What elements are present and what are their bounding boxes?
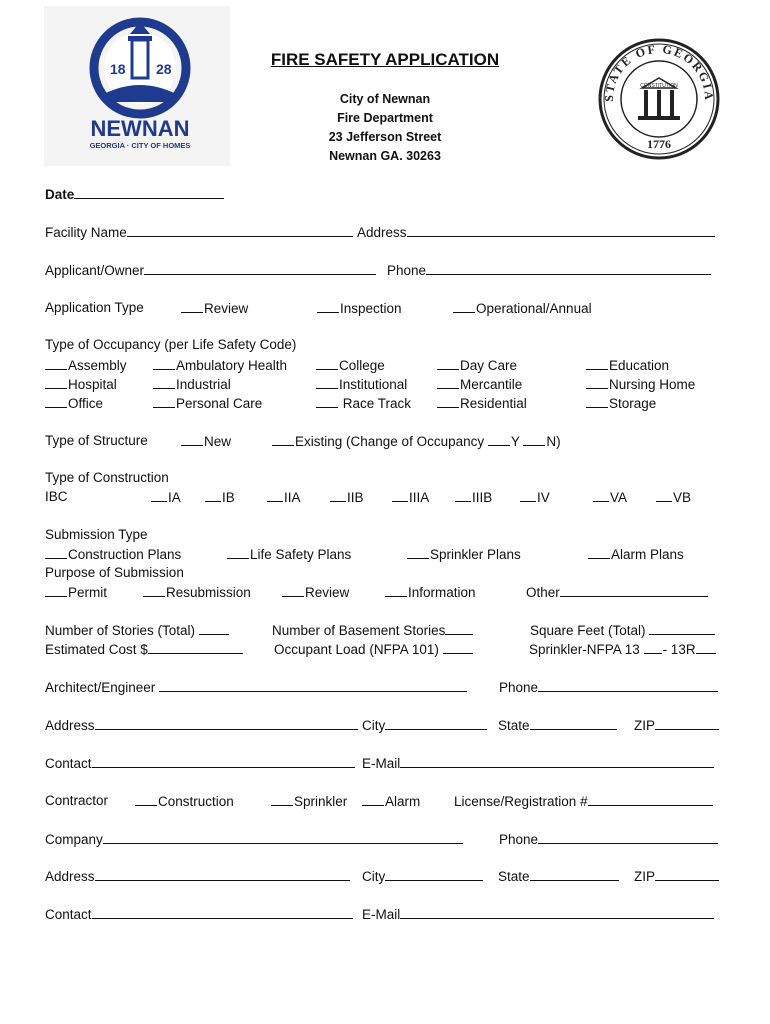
architect-zip-field[interactable] bbox=[655, 717, 719, 730]
company-phone-field[interactable] bbox=[538, 831, 718, 844]
constr-iia[interactable]: IIA bbox=[267, 489, 301, 505]
company-city-label: City bbox=[362, 869, 386, 884]
company-state-row bbox=[498, 868, 619, 884]
facility-address-row bbox=[357, 224, 715, 240]
sprinkler-label: Sprinkler-NFPA 13 bbox=[529, 642, 640, 657]
occ-office[interactable]: Office bbox=[45, 395, 103, 411]
company-zip-field[interactable] bbox=[655, 868, 719, 881]
sub-alarm-plans[interactable]: Alarm Plans bbox=[588, 546, 684, 562]
occupant-load-field[interactable] bbox=[443, 641, 473, 654]
stories-label: Number of Stories (Total) bbox=[45, 623, 196, 638]
architect-email-row bbox=[362, 755, 714, 771]
constr-ia[interactable]: IA bbox=[151, 489, 181, 505]
sprinkler-13r-label: - 13R bbox=[662, 642, 696, 657]
contractor-construction[interactable]: Construction bbox=[135, 793, 234, 809]
contractor-sprinkler[interactable]: Sprinkler bbox=[271, 793, 347, 809]
occupant-load-label: Occupant Load (NFPA 101) bbox=[274, 642, 439, 657]
architect-address-label: Address bbox=[45, 718, 95, 733]
architect-contact-field[interactable] bbox=[92, 755, 355, 768]
application-type-label: Application Type bbox=[45, 300, 144, 315]
architect-city-field[interactable] bbox=[385, 717, 487, 730]
architect-city-label: City bbox=[362, 718, 386, 733]
structure-existing[interactable]: Existing (Change of Occupancy Y N) bbox=[272, 433, 561, 449]
sprinkler-13-field[interactable] bbox=[644, 641, 662, 654]
address-line-3: 23 Jefferson Street bbox=[328, 130, 442, 144]
app-type-operational[interactable]: Operational/Annual bbox=[453, 300, 592, 316]
architect-zip-label: ZIP bbox=[634, 718, 656, 733]
structure-new[interactable]: New bbox=[181, 433, 231, 449]
contractor-alarm[interactable]: Alarm bbox=[362, 793, 420, 809]
architect-state-label: State bbox=[498, 718, 530, 733]
occ-nursing-home[interactable]: Nursing Home bbox=[586, 376, 695, 392]
company-contact-field[interactable] bbox=[92, 906, 353, 919]
form-title: FIRE SAFETY APPLICATION bbox=[270, 50, 500, 69]
company-field[interactable] bbox=[103, 831, 463, 844]
seal-year: 1776 bbox=[647, 137, 671, 151]
sqft-field[interactable] bbox=[649, 622, 715, 635]
company-address-row bbox=[45, 868, 350, 884]
architect-phone-label: Phone bbox=[499, 680, 539, 695]
applicant-phone-label: Phone bbox=[387, 263, 427, 278]
occ-assembly[interactable]: Assembly bbox=[45, 357, 127, 373]
purpose-review[interactable]: Review bbox=[282, 584, 349, 600]
company-zip-row bbox=[634, 868, 719, 884]
architect-phone-field[interactable] bbox=[538, 679, 718, 692]
applicant-phone-row bbox=[387, 262, 711, 278]
purpose-permit[interactable]: Permit bbox=[45, 584, 107, 600]
sqft-label: Square Feet (Total) bbox=[530, 623, 646, 638]
logo-name: NEWNAN bbox=[90, 116, 190, 141]
company-contact-label: Contact bbox=[45, 907, 92, 922]
architect-address-row bbox=[45, 717, 358, 733]
logo-year-right: 28 bbox=[156, 61, 172, 77]
logo-year-left: 18 bbox=[110, 61, 126, 77]
seal-top-text: STATE OF GEORGIA bbox=[601, 41, 717, 103]
stories-field[interactable] bbox=[199, 622, 229, 635]
purpose-other-field[interactable] bbox=[560, 584, 708, 597]
address-line-1: City of Newnan bbox=[339, 92, 431, 106]
purpose-other-row bbox=[526, 584, 708, 600]
company-address-label: Address bbox=[45, 869, 95, 884]
basement-row bbox=[272, 622, 473, 638]
architect-zip-row bbox=[634, 717, 719, 733]
architect-state-row bbox=[498, 717, 617, 733]
applicant-row bbox=[45, 262, 376, 278]
sprinkler-13r-field[interactable] bbox=[696, 641, 716, 654]
constr-iiib[interactable]: IIIB bbox=[455, 489, 492, 505]
logo-tagline: GEORGIA · CITY OF HOMES bbox=[89, 141, 191, 150]
sub-sprinkler-plans[interactable]: Sprinkler Plans bbox=[407, 546, 521, 562]
occ-storage[interactable]: Storage bbox=[586, 395, 656, 411]
architect-contact-label: Contact bbox=[45, 756, 92, 771]
company-state-label: State bbox=[498, 869, 530, 884]
sprinkler-row bbox=[529, 641, 717, 657]
purpose-label: Purpose of Submission bbox=[45, 565, 184, 580]
date-label: Date bbox=[45, 187, 75, 202]
license-field[interactable] bbox=[588, 793, 713, 806]
company-label: Company bbox=[45, 832, 103, 847]
company-email-label: E-Mail bbox=[362, 907, 401, 922]
architect-phone-row bbox=[499, 679, 718, 695]
license-label: License/Registration # bbox=[454, 794, 588, 809]
facility-name-row bbox=[45, 224, 353, 240]
occ-industrial[interactable]: Industrial bbox=[153, 376, 231, 392]
construction-code: IBC bbox=[45, 489, 68, 504]
company-row bbox=[45, 831, 463, 847]
occupancy-change-no-field[interactable] bbox=[523, 433, 545, 446]
company-contact-row bbox=[45, 906, 353, 922]
company-city-field[interactable] bbox=[385, 868, 483, 881]
purpose-other-label: Other bbox=[526, 585, 560, 600]
facility-address-field[interactable] bbox=[407, 224, 715, 237]
constr-iiia[interactable]: IIIA bbox=[392, 489, 429, 505]
sub-life-safety-plans[interactable]: Life Safety Plans bbox=[227, 546, 351, 562]
sqft-row bbox=[530, 622, 715, 638]
address-line-4: Newnan GA. 30263 bbox=[329, 149, 441, 163]
cost-label: Estimated Cost $ bbox=[45, 642, 148, 657]
occ-race-track[interactable]: Race Track bbox=[316, 395, 411, 411]
architect-row bbox=[45, 679, 467, 695]
occ-hospital[interactable]: Hospital bbox=[45, 376, 117, 392]
applicant-label: Applicant/Owner bbox=[45, 263, 145, 278]
facility-address-label: Address bbox=[357, 225, 407, 240]
constr-iv[interactable]: IV bbox=[520, 489, 550, 505]
construction-label: Type of Construction bbox=[45, 470, 169, 485]
occ-residential[interactable]: Residential bbox=[437, 395, 527, 411]
company-address-field[interactable] bbox=[95, 868, 350, 881]
company-phone-row bbox=[499, 831, 718, 847]
occupant-load-row bbox=[274, 641, 473, 657]
architect-email-label: E-Mail bbox=[362, 756, 401, 771]
date-field[interactable] bbox=[74, 186, 224, 199]
constr-va[interactable]: VA bbox=[593, 489, 627, 505]
company-email-field[interactable] bbox=[400, 906, 714, 919]
applicant-field[interactable] bbox=[144, 262, 376, 275]
occ-institutional[interactable]: Institutional bbox=[316, 376, 407, 392]
architect-city-row bbox=[362, 717, 487, 733]
facility-name-field[interactable] bbox=[127, 224, 353, 237]
occ-personal-care[interactable]: Personal Care bbox=[153, 395, 262, 411]
architect-address-field[interactable] bbox=[95, 717, 358, 730]
architect-state-field[interactable] bbox=[530, 717, 617, 730]
submission-label: Submission Type bbox=[45, 527, 148, 542]
purpose-resubmission[interactable]: Resubmission bbox=[143, 584, 251, 600]
architect-field[interactable] bbox=[159, 679, 467, 692]
seal-banner: CONSTITUTION bbox=[640, 83, 678, 89]
license-row bbox=[454, 793, 713, 809]
date-row bbox=[45, 186, 224, 202]
occupancy-change-yes-field[interactable] bbox=[488, 433, 510, 446]
company-city-row bbox=[362, 868, 483, 884]
stories-row bbox=[45, 622, 229, 638]
architect-email-field[interactable] bbox=[400, 755, 714, 768]
architect-contact-row bbox=[45, 755, 355, 771]
cost-row bbox=[45, 641, 243, 657]
occ-education[interactable]: Education bbox=[586, 357, 669, 373]
app-type-inspection[interactable]: Inspection bbox=[317, 300, 402, 316]
constr-iib[interactable]: IIB bbox=[330, 489, 364, 505]
occupancy-label: Type of Occupancy (per Life Safety Code) bbox=[45, 337, 297, 352]
purpose-information[interactable]: Information bbox=[385, 584, 476, 600]
occ-mercantile[interactable]: Mercantile bbox=[437, 376, 522, 392]
address-line-2: Fire Department bbox=[337, 111, 433, 125]
company-state-field[interactable] bbox=[530, 868, 619, 881]
occ-college[interactable]: College bbox=[316, 357, 385, 373]
contractor-label: Contractor bbox=[45, 793, 109, 808]
company-email-row bbox=[362, 906, 714, 922]
company-phone-label: Phone bbox=[499, 832, 539, 847]
occ-day-care[interactable]: Day Care bbox=[437, 357, 517, 373]
app-type-review[interactable]: Review bbox=[181, 300, 248, 316]
constr-vb[interactable]: VB bbox=[656, 489, 691, 505]
cost-field[interactable] bbox=[148, 641, 243, 654]
structure-label: Type of Structure bbox=[45, 433, 148, 448]
facility-name-label: Facility Name bbox=[45, 225, 127, 240]
constr-ib[interactable]: IB bbox=[205, 489, 235, 505]
sub-construction-plans[interactable]: Construction Plans bbox=[45, 546, 181, 562]
company-zip-label: ZIP bbox=[634, 869, 656, 884]
architect-label: Architect/Engineer bbox=[45, 680, 156, 695]
occ-ambulatory[interactable]: Ambulatory Health bbox=[153, 357, 287, 373]
basement-field[interactable] bbox=[445, 622, 473, 635]
basement-label: Number of Basement Stories bbox=[272, 623, 446, 638]
applicant-phone-field[interactable] bbox=[426, 262, 711, 275]
